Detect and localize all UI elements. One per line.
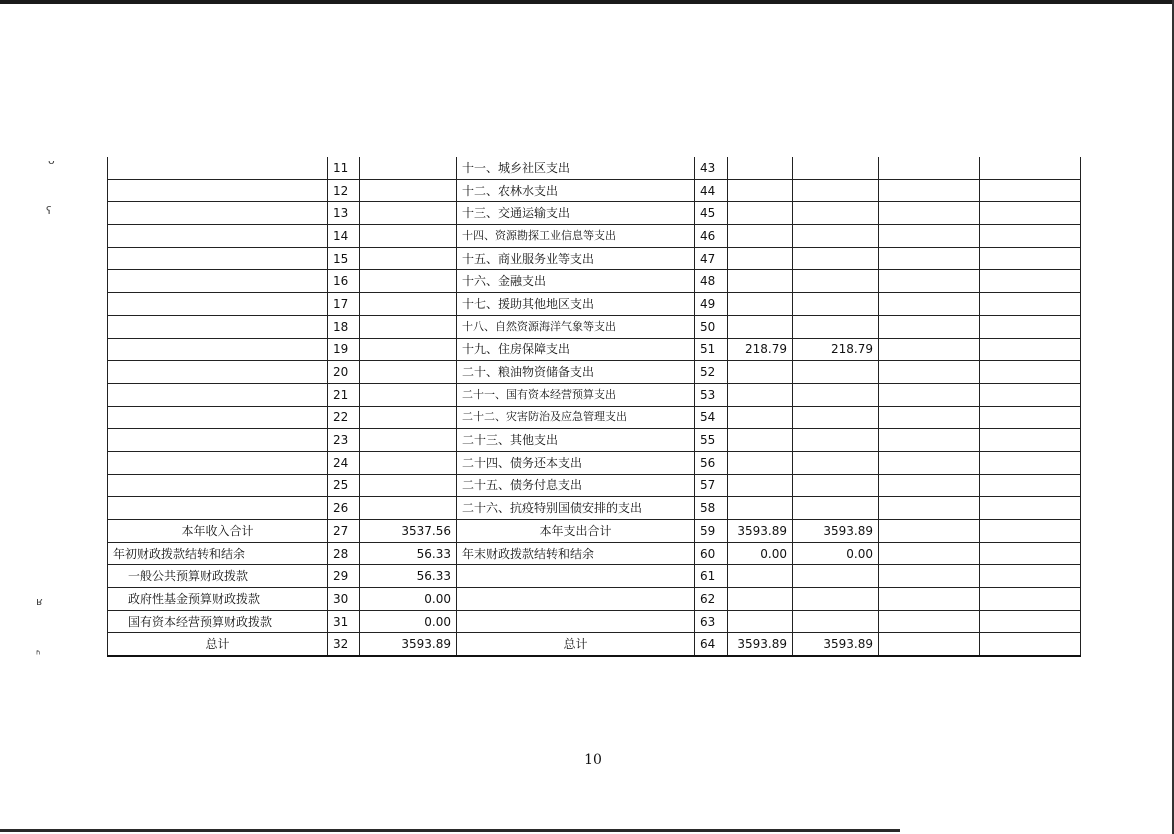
income-row-no-cell: 12 [328, 179, 360, 202]
expense-row-no-cell: 59 [695, 520, 728, 543]
expense-row-no-cell: 45 [695, 202, 728, 225]
margin-mark: ᴗ [48, 154, 55, 167]
income-amount-cell [360, 157, 457, 179]
income-row-no-cell: 13 [328, 202, 360, 225]
income-row-no-cell: 29 [328, 565, 360, 588]
income-amount-cell: 0.00 [360, 610, 457, 633]
expense-general-budget-cell [793, 474, 879, 497]
expense-state-capital-cell [980, 338, 1081, 361]
expense-general-budget-cell [793, 202, 879, 225]
table-row [108, 474, 1081, 497]
income-row-no-cell: 17 [328, 293, 360, 316]
income-row-no-cell: 15 [328, 247, 360, 270]
table-row [108, 247, 1081, 270]
expense-total-cell [728, 451, 793, 474]
income-item-cell [108, 451, 328, 474]
table-row [108, 429, 1081, 452]
expense-general-budget-cell [793, 588, 879, 611]
income-item-cell: 一般公共预算财政拨款 [108, 565, 328, 588]
expense-general-budget-cell [793, 157, 879, 179]
expense-general-budget-cell [793, 179, 879, 202]
expense-total-cell: 3593.89 [728, 633, 793, 656]
table-row [108, 179, 1081, 202]
table-row [108, 406, 1081, 429]
income-amount-cell [360, 406, 457, 429]
expense-state-capital-cell [980, 474, 1081, 497]
expense-total-cell [728, 270, 793, 293]
expense-item-cell: 二十一、国有资本经营预算支出 [457, 383, 695, 406]
table-row [108, 225, 1081, 248]
income-item-cell [108, 315, 328, 338]
expense-row-no-cell: 52 [695, 361, 728, 384]
expense-state-capital-cell [980, 361, 1081, 384]
expense-gov-fund-cell [879, 338, 980, 361]
expense-gov-fund-cell [879, 474, 980, 497]
income-amount-cell [360, 474, 457, 497]
expense-general-budget-cell [793, 315, 879, 338]
expense-general-budget-cell [793, 247, 879, 270]
income-amount-cell [360, 202, 457, 225]
scan-edge-bottom [0, 829, 900, 832]
income-amount-cell [360, 497, 457, 520]
income-item-cell: 年初财政拨款结转和结余 [108, 542, 328, 565]
expense-row-no-cell: 47 [695, 247, 728, 270]
expense-total-cell [728, 361, 793, 384]
income-row-no-cell: 28 [328, 542, 360, 565]
expense-item-cell: 年末财政拨款结转和结余 [457, 542, 695, 565]
expense-item-cell: 十一、城乡社区支出 [457, 157, 695, 179]
expense-state-capital-cell [980, 429, 1081, 452]
expense-gov-fund-cell [879, 497, 980, 520]
expense-state-capital-cell [980, 633, 1081, 656]
expense-item-cell: 二十五、债务付息支出 [457, 474, 695, 497]
expense-gov-fund-cell [879, 157, 980, 179]
expense-item-cell: 十三、交通运输支出 [457, 202, 695, 225]
margin-mark: ʁ [36, 595, 43, 608]
income-row-no-cell: 20 [328, 361, 360, 384]
expense-general-budget-cell: 0.00 [793, 542, 879, 565]
income-item-cell: 本年收入合计 [108, 520, 328, 543]
expense-item-cell: 二十四、债务还本支出 [457, 451, 695, 474]
expense-gov-fund-cell [879, 293, 980, 316]
margin-mark: ʱ [36, 648, 41, 661]
expense-general-budget-cell: 218.79 [793, 338, 879, 361]
income-amount-cell [360, 451, 457, 474]
income-amount-cell [360, 247, 457, 270]
table-row [108, 520, 1081, 543]
income-amount-cell [360, 270, 457, 293]
expense-row-no-cell: 51 [695, 338, 728, 361]
expense-total-cell [728, 293, 793, 316]
expense-row-no-cell: 54 [695, 406, 728, 429]
expense-row-no-cell: 60 [695, 542, 728, 565]
expense-item-cell [457, 588, 695, 611]
expense-state-capital-cell [980, 520, 1081, 543]
expense-gov-fund-cell [879, 202, 980, 225]
expense-row-no-cell: 53 [695, 383, 728, 406]
expense-state-capital-cell [980, 451, 1081, 474]
table-row [108, 610, 1081, 633]
income-item-cell [108, 293, 328, 316]
expense-item-cell: 十八、自然资源海洋气象等支出 [457, 315, 695, 338]
expense-item-cell: 十五、商业服务业等支出 [457, 247, 695, 270]
income-row-no-cell: 18 [328, 315, 360, 338]
expense-state-capital-cell [980, 157, 1081, 179]
table-row [108, 497, 1081, 520]
expense-state-capital-cell [980, 270, 1081, 293]
income-item-cell [108, 338, 328, 361]
income-amount-cell [360, 293, 457, 316]
expense-total-cell [728, 202, 793, 225]
expense-general-budget-cell [793, 406, 879, 429]
expense-item-cell [457, 610, 695, 633]
income-item-cell [108, 270, 328, 293]
income-amount-cell [360, 383, 457, 406]
income-item-cell [108, 429, 328, 452]
income-row-no-cell: 26 [328, 497, 360, 520]
income-amount-cell: 56.33 [360, 542, 457, 565]
income-item-cell: 政府性基金预算财政拨款 [108, 588, 328, 611]
expense-item-cell: 二十六、抗疫特别国债安排的支出 [457, 497, 695, 520]
expense-general-budget-cell [793, 383, 879, 406]
expense-row-no-cell: 64 [695, 633, 728, 656]
expense-gov-fund-cell [879, 315, 980, 338]
income-row-no-cell: 16 [328, 270, 360, 293]
table-row [108, 270, 1081, 293]
expense-total-cell [728, 497, 793, 520]
expense-gov-fund-cell [879, 179, 980, 202]
expense-item-cell: 二十、粮油物资储备支出 [457, 361, 695, 384]
expense-row-no-cell: 50 [695, 315, 728, 338]
expense-item-cell: 十六、金融支出 [457, 270, 695, 293]
expense-total-cell [728, 429, 793, 452]
expense-general-budget-cell: 3593.89 [793, 633, 879, 656]
income-item-cell [108, 225, 328, 248]
expense-gov-fund-cell [879, 451, 980, 474]
margin-mark: ʕ [46, 204, 52, 217]
expense-item-cell: 十二、农林水支出 [457, 179, 695, 202]
expense-state-capital-cell [980, 542, 1081, 565]
expense-gov-fund-cell [879, 588, 980, 611]
expense-row-no-cell: 46 [695, 225, 728, 248]
table-row [108, 588, 1081, 611]
expense-state-capital-cell [980, 610, 1081, 633]
income-amount-cell [360, 315, 457, 338]
expense-item-cell: 十四、资源勘探工业信息等支出 [457, 225, 695, 248]
income-item-cell [108, 383, 328, 406]
income-item-cell [108, 247, 328, 270]
income-row-no-cell: 27 [328, 520, 360, 543]
expense-row-no-cell: 44 [695, 179, 728, 202]
expense-state-capital-cell [980, 202, 1081, 225]
income-item-cell: 国有资本经营预算财政拨款 [108, 610, 328, 633]
table-row [108, 542, 1081, 565]
expense-total-cell [728, 610, 793, 633]
income-row-no-cell: 22 [328, 406, 360, 429]
expense-total-cell: 218.79 [728, 338, 793, 361]
income-item-cell [108, 497, 328, 520]
income-amount-cell: 0.00 [360, 588, 457, 611]
table-row [108, 202, 1081, 225]
expense-gov-fund-cell [879, 247, 980, 270]
table-row [108, 293, 1081, 316]
expense-total-cell [728, 588, 793, 611]
income-item-cell [108, 157, 328, 179]
expense-gov-fund-cell [879, 610, 980, 633]
income-amount-cell [360, 338, 457, 361]
expense-general-budget-cell [793, 293, 879, 316]
expense-state-capital-cell [980, 179, 1081, 202]
table-row [108, 361, 1081, 384]
expense-gov-fund-cell [879, 520, 980, 543]
expense-general-budget-cell [793, 451, 879, 474]
expense-total-cell [728, 406, 793, 429]
income-amount-cell: 3593.89 [360, 633, 457, 656]
income-row-no-cell: 25 [328, 474, 360, 497]
scan-edge-top [0, 0, 1174, 4]
expense-item-cell: 二十三、其他支出 [457, 429, 695, 452]
expense-row-no-cell: 57 [695, 474, 728, 497]
expense-row-no-cell: 49 [695, 293, 728, 316]
expense-gov-fund-cell [879, 565, 980, 588]
table-row [108, 565, 1081, 588]
expense-total-cell [728, 179, 793, 202]
expense-total-cell [728, 474, 793, 497]
expense-state-capital-cell [980, 293, 1081, 316]
expense-gov-fund-cell [879, 361, 980, 384]
expense-row-no-cell: 43 [695, 157, 728, 179]
income-amount-cell [360, 429, 457, 452]
expense-row-no-cell: 48 [695, 270, 728, 293]
income-row-no-cell: 21 [328, 383, 360, 406]
expense-general-budget-cell [793, 497, 879, 520]
budget-table [107, 157, 1081, 657]
expense-state-capital-cell [980, 247, 1081, 270]
expense-item-cell: 十九、住房保障支出 [457, 338, 695, 361]
expense-general-budget-cell [793, 225, 879, 248]
income-amount-cell: 56.33 [360, 565, 457, 588]
expense-general-budget-cell: 3593.89 [793, 520, 879, 543]
expense-total-cell [728, 157, 793, 179]
income-amount-cell [360, 225, 457, 248]
expense-gov-fund-cell [879, 270, 980, 293]
budget-table-body [108, 157, 1081, 656]
expense-total-cell [728, 565, 793, 588]
expense-item-cell: 总计 [457, 633, 695, 656]
table-row [108, 633, 1081, 656]
income-row-no-cell: 19 [328, 338, 360, 361]
table-row [108, 383, 1081, 406]
expense-gov-fund-cell [879, 383, 980, 406]
income-amount-cell [360, 179, 457, 202]
expense-total-cell [728, 225, 793, 248]
expense-gov-fund-cell [879, 633, 980, 656]
expense-gov-fund-cell [879, 225, 980, 248]
income-row-no-cell: 32 [328, 633, 360, 656]
income-item-cell [108, 474, 328, 497]
income-item-cell [108, 361, 328, 384]
expense-row-no-cell: 61 [695, 565, 728, 588]
income-amount-cell: 3537.56 [360, 520, 457, 543]
expense-general-budget-cell [793, 610, 879, 633]
income-row-no-cell: 23 [328, 429, 360, 452]
table-row [108, 315, 1081, 338]
expense-gov-fund-cell [879, 542, 980, 565]
expense-general-budget-cell [793, 270, 879, 293]
expense-item-cell [457, 565, 695, 588]
income-item-cell: 总计 [108, 633, 328, 656]
income-row-no-cell: 11 [328, 157, 360, 179]
income-amount-cell [360, 361, 457, 384]
income-row-no-cell: 31 [328, 610, 360, 633]
table-row [108, 451, 1081, 474]
expense-general-budget-cell [793, 361, 879, 384]
expense-state-capital-cell [980, 588, 1081, 611]
expense-row-no-cell: 62 [695, 588, 728, 611]
expense-state-capital-cell [980, 497, 1081, 520]
expense-general-budget-cell [793, 565, 879, 588]
income-item-cell [108, 179, 328, 202]
expense-state-capital-cell [980, 565, 1081, 588]
table-row [108, 157, 1081, 179]
income-row-no-cell: 14 [328, 225, 360, 248]
expense-gov-fund-cell [879, 429, 980, 452]
expense-total-cell [728, 383, 793, 406]
expense-total-cell [728, 247, 793, 270]
page-number: 10 [584, 752, 602, 768]
income-row-no-cell: 24 [328, 451, 360, 474]
expense-item-cell: 十七、援助其他地区支出 [457, 293, 695, 316]
expense-general-budget-cell [793, 429, 879, 452]
expense-total-cell: 0.00 [728, 542, 793, 565]
expense-row-no-cell: 63 [695, 610, 728, 633]
expense-row-no-cell: 55 [695, 429, 728, 452]
expense-state-capital-cell [980, 406, 1081, 429]
income-item-cell [108, 202, 328, 225]
expense-item-cell: 二十二、灾害防治及应急管理支出 [457, 406, 695, 429]
expense-state-capital-cell [980, 315, 1081, 338]
income-row-no-cell: 30 [328, 588, 360, 611]
expense-row-no-cell: 58 [695, 497, 728, 520]
expense-state-capital-cell [980, 383, 1081, 406]
expense-gov-fund-cell [879, 406, 980, 429]
income-item-cell [108, 406, 328, 429]
expense-item-cell: 本年支出合计 [457, 520, 695, 543]
expense-row-no-cell: 56 [695, 451, 728, 474]
expense-total-cell: 3593.89 [728, 520, 793, 543]
table-row [108, 338, 1081, 361]
expense-state-capital-cell [980, 225, 1081, 248]
expense-total-cell [728, 315, 793, 338]
